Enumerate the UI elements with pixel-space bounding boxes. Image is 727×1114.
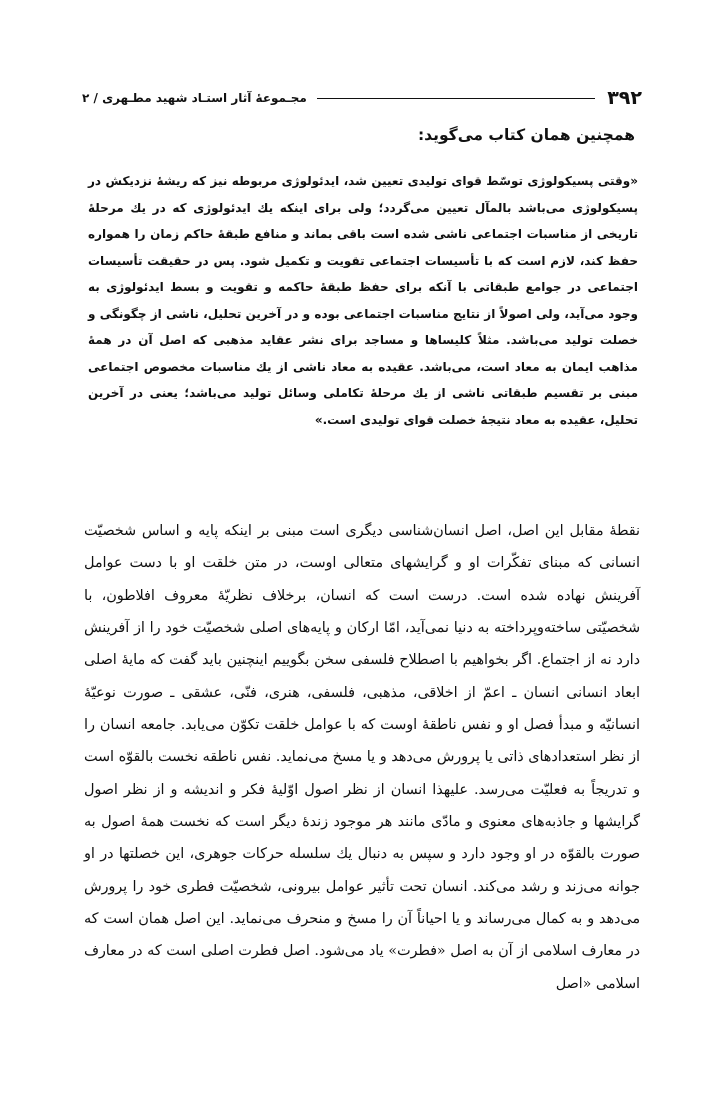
quoted-passage: «وقتی پسیکولوژی توسّط قوای تولیدی تعیین شد، ایدئولوژی مربوطه نیز که ریشۀ نزدیکش در پسیکولوژی می‌باشد بالمآل تعیین می‌گردد؛ ولی برای اینکه یك ایدئولوژی که در یك مرحلۀ تاریخی از مناسبات اجتماعی ناشی شده است باقی بماند و منافع طبقۀ حاکم زمان را همواره حفظ کند، لازم است که با تأسیسات اجتماعی تقویت و تکمیل شود. پس در حقیقت تأسیسات اجتماعی در جوامع طبقاتی با آنکه برای حفظ طبقۀ حاکمه و تقویت و بسط ایدئولوژی به وجود می‌آید، ولی اصولاً از نتایج مناسبات اجتماعی بوده و در آخرین تحلیل، ناشی از چگونگی و خصلت تولید می‌باشد. مثلاً کلیساها و مساجد برای نشر عقاید مذهبی که اصل آن در همۀ مذاهب ایمان به معاد است، می‌باشد. عقیده به معاد ناشی از یك مناسبات مخصوص اجتماعی مبنی بر تقسیم طبقاتی ناشی از یك مرحلۀ تکاملی وسائل تولید می‌باشد؛ یعنی در آخرین تحلیل، عقیده به معاد نتیجۀ خصلت قوای تولیدی است.» bbox=[88, 174, 638, 427]
header-rule bbox=[317, 98, 595, 99]
body-paragraph: نقطۀ مقابل این اصل، اصل انسان‌شناسی دیگری است مبنی بر اینکه پایه و اساس شخصیّت انسانی که مبنای تفکّرات او و گرایشهای متعالی اوست، در متن خلقت او با دست عوامل آفرینش نهاده شده است. درست است که انسان، برخلاف نظریّۀ معروف افلاطون، با شخصیّتی ساخته‌وپرداخته به دنیا نمی‌آید، امّا ارکان و پایه‌های اصلی شخصیّت خود را از آفرینش دارد نه از اجتماع. اگر بخواهیم با اصطلاح فلسفی سخن بگوییم اینچنین باید گفت که مایۀ اصلی ابعاد انسانی انسان ـ اعمّ از اخلاقی، مذهبی، فلسفی، هنری، فنّی، عشقی ـ صورت نوعیّۀ انسانیّه و مبدأ فصل او و نفس ناطقۀ اوست که با عوامل خلقت تکوّن می‌یابد. جامعه انسان را از نظر استعدادهای ذاتی یا پرورش می‌دهد و یا مسخ می‌نماید. نفس ناطقه نخست بالقوّه است و تدریجاً به فعلیّت می‌رسد. علیهذا انسان از نظر اصول اوّلیۀ فکر و اندیشه و از نظر اصول گرایشها و جاذبه‌های معنوی و مادّی مانند هر موجود زندۀ دیگر است که نخست همۀ اصول به صورت بالقوّه در او وجود دارد و سپس به دنبال یك سلسله حرکات جوهری، این خصلتها در او جوانه می‌زند و رشد می‌کند. انسان تحت تأثیر عوامل بیرونی، شخصیّت فطری خود را پرورش می‌دهد و به کمال می‌رساند و یا احیاناً آن را مسخ و منحرف می‌نماید. این اصل همان است که در معارف اسلامی از آن به اصل «فطرت» یاد می‌شود. اصل فطرت اصلی است که در معارف اسلامی «اصل bbox=[84, 523, 640, 992]
intro-line: همچنین همان کتاب می‌گوید: bbox=[417, 126, 635, 144]
page-number: ۳۹۲ bbox=[607, 87, 642, 109]
running-header bbox=[82, 86, 642, 110]
book-title: مجـموعۀ آثار استـاد شهید مطـهری / ۲ bbox=[82, 91, 307, 105]
